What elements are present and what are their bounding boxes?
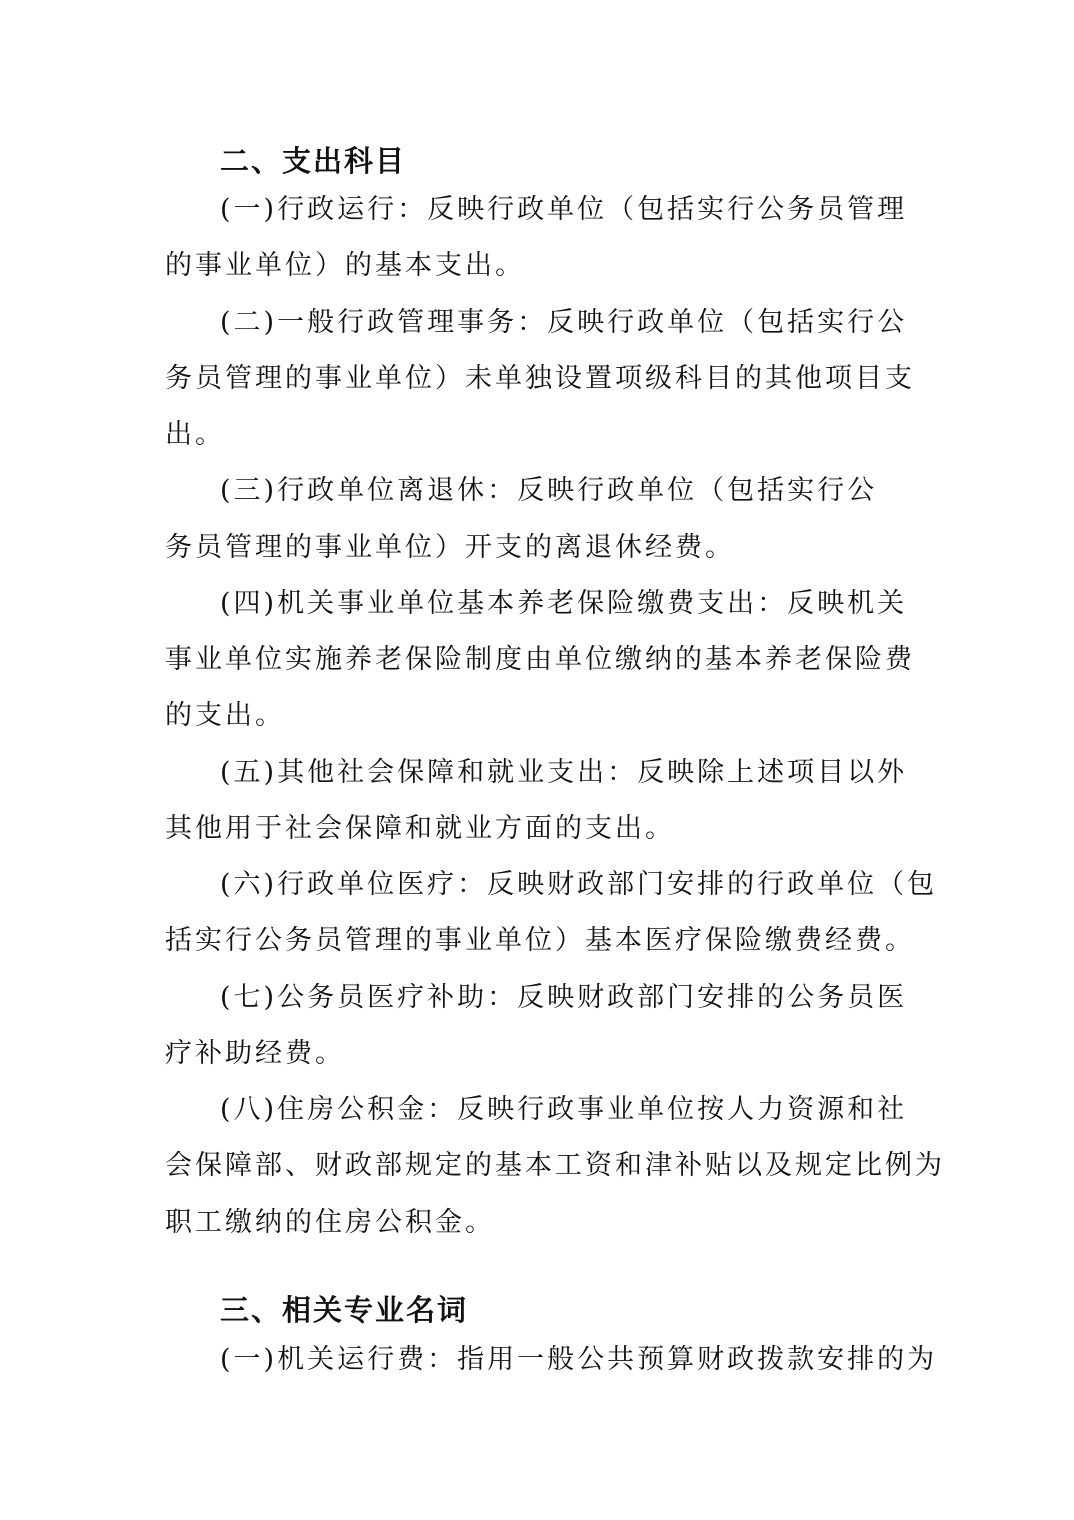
paragraph-line: (七)公务员医疗补助：反映财政部门安排的公务员医: [220, 982, 908, 1013]
paragraph-line: (六)行政单位医疗：反映财政部门安排的行政单位（包: [220, 869, 938, 900]
paragraph-line: 务员管理的事业单位）开支的离退休经费。: [165, 532, 735, 563]
paragraph-line: (八)住房公积金：反映行政事业单位按人力资源和社: [220, 1094, 908, 1125]
paragraph-line: (一)机关运行费：指用一般公共预算财政拨款安排的为: [220, 1344, 938, 1375]
paragraph-line: (二)一般行政管理事务：反映行政单位（包括实行公: [220, 307, 908, 338]
paragraph-line: 出。: [165, 419, 225, 450]
paragraph-line: (一)行政运行：反映行政单位（包括实行公务员管理: [220, 194, 908, 225]
paragraph-line: (四)机关事业单位基本养老保险缴费支出：反映机关: [220, 588, 908, 619]
paragraph-line: 其他用于社会保障和就业方面的支出。: [165, 813, 675, 844]
paragraph-line: 事业单位实施养老保险制度由单位缴纳的基本养老保险费: [165, 644, 915, 675]
paragraph-line: 疗补助经费。: [165, 1038, 345, 1069]
paragraph-line: 职工缴纳的住房公积金。: [165, 1207, 495, 1238]
paragraph-line: (三)行政单位离退休：反映行政单位（包括实行公: [220, 475, 878, 506]
paragraph-line: 会保障部、财政部规定的基本工资和津补贴以及规定比例为: [165, 1150, 945, 1181]
paragraph-line: 的事业单位）的基本支出。: [165, 250, 525, 281]
paragraph-line: 括实行公务员管理的事业单位）基本医疗保险缴费经费。: [165, 925, 915, 956]
paragraph-line: (五)其他社会保障和就业支出：反映除上述项目以外: [220, 757, 908, 788]
paragraph-line: 务员管理的事业单位）未单独设置项级科目的其他项目支: [165, 363, 915, 394]
section-heading-terms: 三、相关专业名词: [220, 1293, 469, 1327]
section-heading-expenditure: 二、支出科目: [220, 144, 407, 178]
paragraph-line: 的支出。: [165, 700, 285, 731]
